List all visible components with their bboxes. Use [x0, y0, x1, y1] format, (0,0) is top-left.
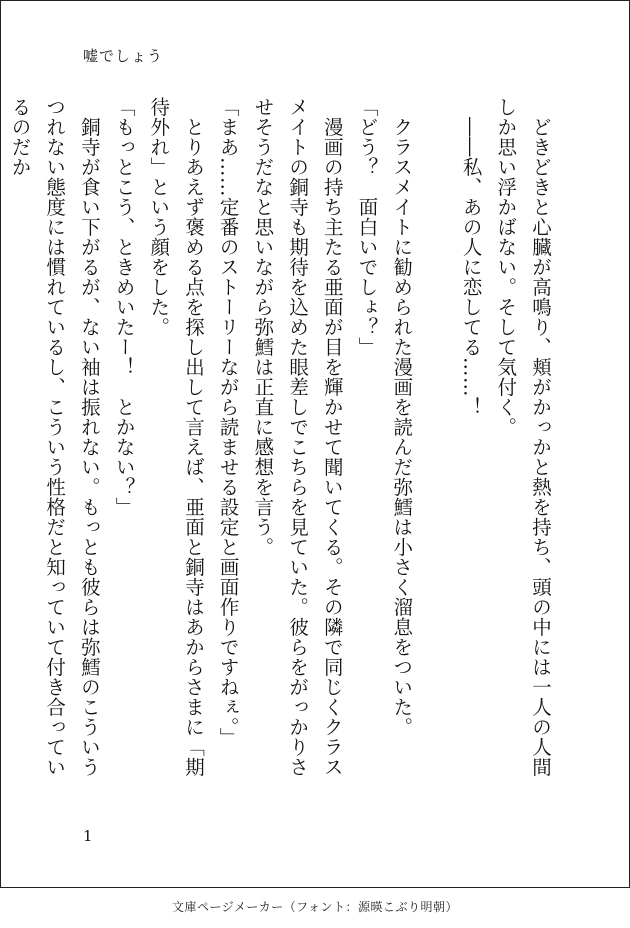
running-title: 嘘でしょう [83, 47, 164, 65]
paragraph: 銅寺が食い下がるが、ない袖は振れない。もっとも彼らは弥鱈のこういうつれない態度には慣れているし、こういう性格だと知っていて付き合っているのだか [8, 97, 101, 777]
dialogue-line: 「もっとこう、ときめいたー！ とかない？」 [112, 97, 136, 517]
paragraph: どきどきと心臓が高鳴り、頬がかっかと熱を持ち、頭の中には一人の人間しか思い浮かばない。そして気付く。 [494, 97, 552, 777]
page-number: 1 [83, 827, 93, 845]
dialogue-line: 「まあ……定番のストーリーながら読ませる設定と画面作りですねぇ。」 [216, 97, 240, 748]
paragraph: 漫画の持ち主たる亜面が目を輝かせて聞いてくる。その隣で同じくクラスメイトの銅寺も期待を込めた眼差しでこちらを見ていた。彼らをがっかりさせそうだなと思いながら弥鱈は正直に感想を言う。 [251, 97, 344, 777]
dialogue-line: 「どう？ 面白いでしょ？」 [355, 97, 379, 357]
paragraph: とりあえず褒める点を探し出して言えば、亜面と銅寺はあからさまに「期待外れ」という顔をした。 [147, 97, 205, 777]
paragraph: クラスメイトに勧められた漫画を読んだ弥鱈は小さく溜息をついた。 [390, 97, 414, 737]
blank-line [418, 97, 453, 777]
paragraph: ――私、あの人に恋してる……！ [459, 97, 483, 417]
footer-caption: 文庫ページメーカー（フォント：源暎こぶり明朝） [171, 900, 459, 914]
body-text [8, 97, 557, 777]
